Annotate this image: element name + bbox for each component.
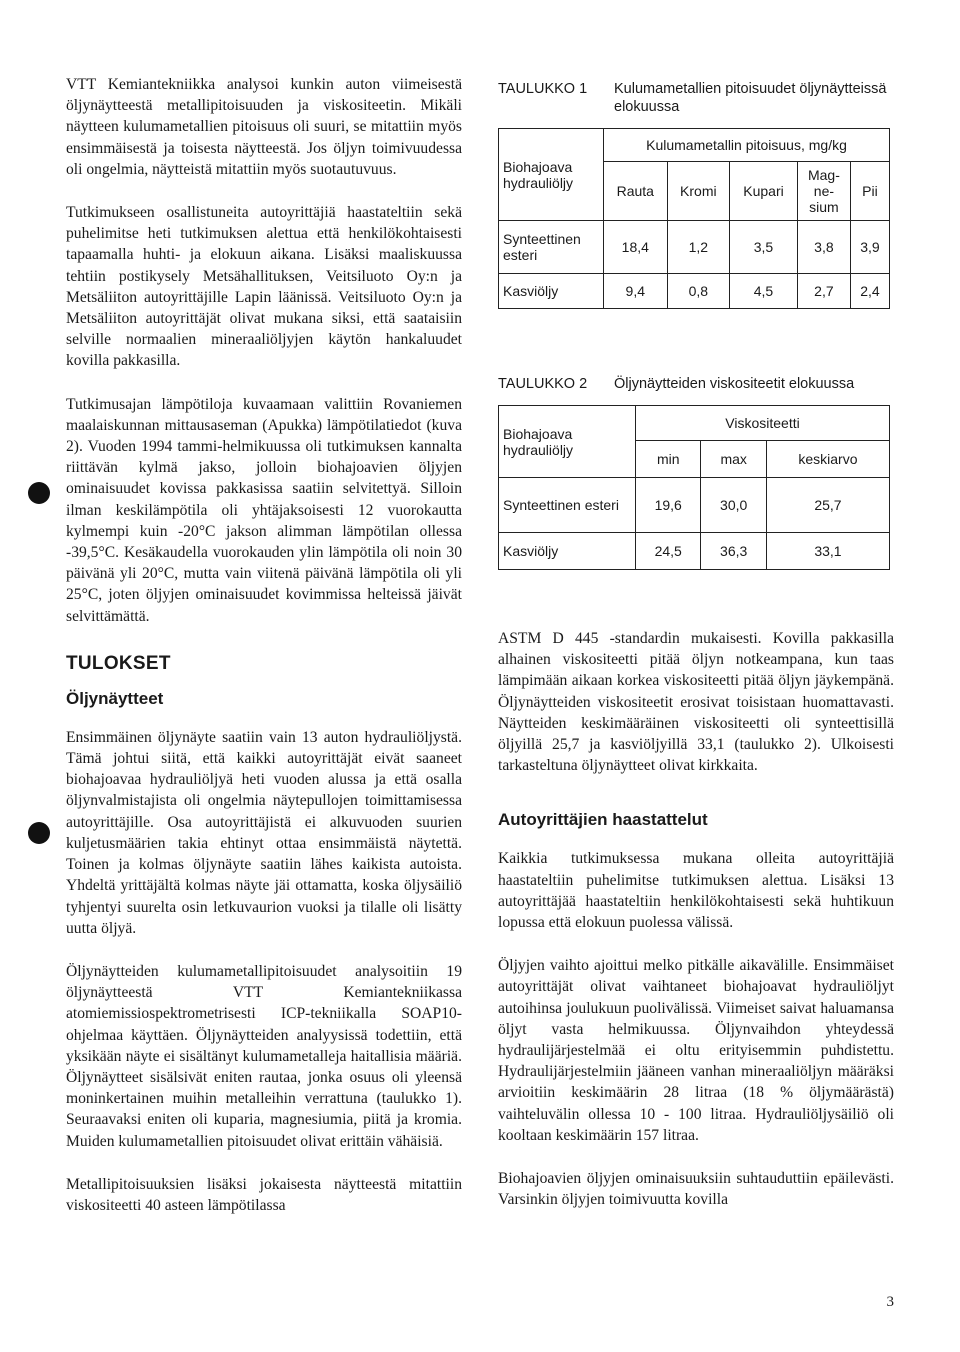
table2-cell: 25,7 [766, 478, 889, 533]
left-column [66, 74, 462, 1238]
right-column-tables [498, 80, 894, 570]
table1-number: TAULUKKO 1 [498, 81, 588, 97]
table2-row-label: Kasviöljy [499, 533, 636, 570]
table2-cell: 30,0 [701, 478, 766, 533]
paragraph-viscosity: Metallipitoisuuksien lisäksi jokaisesta näytteestä mitattiin viskositeetti 40 asteen lämpötilassa [66, 1175, 462, 1214]
table1-row-label: Kasviöljy [499, 274, 604, 309]
table2 [498, 405, 890, 570]
subsection-title-interviews: Autoyrittäjien haastattelut [498, 810, 708, 830]
table2-cell: 24,5 [636, 533, 701, 570]
paragraph-intro: VTT Kemiantekniikka analysoi kunkin auton viimeisestä öljynäytteestä metallipitoisuuden ja viskositeetin. Mikäli näytteen kulumametallien pitoisuus oli suuri, se mitattiin myös ensimmäisestä ja toisesta näytteestä. Jos öljyn toimivuudessa oli ongelmia, näytteistä mitattiin myös suotautuvuus. [66, 76, 462, 178]
table1-cell: 3,9 [850, 221, 889, 274]
table2-cell: 19,6 [636, 478, 701, 533]
table2-cell: 33,1 [766, 533, 889, 570]
paragraph-interviewed: Kaikkia tutkimuksessa mukana olleita autoyrittäjiä haastateltiin puhelimitse tutkimuksen alettua. Lisäksi 13 autoyrittäjää haastateltiin henkilökohtaisesti sekä huhtikuun lopussa että elokuun puolessa välissä. [498, 850, 894, 932]
table1-cell: 4,5 [730, 274, 798, 309]
paragraph-attitudes: Biohajoavien öljyjen ominaisuuksiin suhtauduttiin epäilevästi. Varsinkin öljyjen toimivuutta kovilla [498, 1170, 894, 1209]
binder-hole-1 [28, 482, 50, 504]
table1-row-label: Synteettinen esteri [499, 221, 604, 274]
table1-col-header: Rauta [604, 162, 668, 221]
table1 [498, 128, 890, 309]
table1-title: Kulumametallien pitoisuudet öljynäytteissä elokuussa [614, 81, 887, 115]
table1-row-header: Biohajoava hydrauliöljy [499, 129, 604, 221]
table1-cell: 18,4 [604, 221, 668, 274]
paragraph-interviews: Tutkimukseen osallistuneita autoyrittäjiä haastateltiin sekä puhelimitse heti tutkimuksen alettua että henkilökohtaisesti tapaamalla huhti- ja elokuun aikana. Lisäksi maaliskuussa tehtiin postikysely Metsähallituksen, Veitsiluoto Oy:n ja Metsäliiton autoyrittäjille Lapin läänissä. Veitsiluoto Oy:n ja Metsäliiton autoyrittäjät olivat mukana siksi, että saataisiin selville normaalien mineraaliöljyjen käytön hankaluudet kovilla pakkasilla. [66, 204, 462, 370]
table1-group-header: Kulumametallin pitoisuus, mg/kg [604, 129, 890, 162]
table1-cell: 0,8 [667, 274, 729, 309]
table-row [499, 478, 890, 533]
table-row [499, 221, 890, 274]
table1-cell: 3,5 [730, 221, 798, 274]
table2-row-label: Synteettinen esteri [499, 478, 636, 533]
table1-cell: 3,8 [797, 221, 850, 274]
table2-group-header: Viskositeetti [636, 406, 890, 441]
page-number: 3 [886, 1294, 894, 1310]
table1-block [498, 80, 894, 309]
table-row [499, 274, 890, 309]
table-row [499, 533, 890, 570]
table2-caption [498, 375, 894, 393]
subsection-title: Öljynäytteet [66, 688, 164, 708]
paragraph-oil-change: Öljyjen vaihto ajoittui melko pitkälle aikavälille. Ensimmäiset autoyrittäjät olivat vaihtaneet biohajoavat hydrauliöljyt autoihinsa joulukuun puolivälissä. Viimeiset saivat haluamansa öljyt vasta helmikuussa. Öljynvaihdon yhteydessä hydraulijärjestelmää ei oltu erityisemmin puhdistettu. Hydraulijärjestelmiin jääneen vanhan mineraaliöljyn määräksi arvioitiin keskimäärin 28 litraa (18 % öljymäärästä) vaihteluvälin ollessa 10 - 100 litraa. Hydrauliöljysäiliö oli kooltaan keskimäärin 157 litraa. [498, 957, 894, 1144]
table2-block [498, 375, 894, 570]
table1-cell: 2,7 [797, 274, 850, 309]
table2-row-header: Biohajoava hydrauliöljy [499, 406, 636, 478]
table1-cell: 2,4 [850, 274, 889, 309]
table1-col-header: Pii [850, 162, 889, 221]
table1-caption [498, 80, 894, 116]
paragraph-first-samples: Ensimmäinen öljynäyte saatiin vain 13 auton hydrauliöljystä. Tämä johtui siitä, että kaikki autoyrittäjät eivät saaneet biohajoavaa hydrauliöljyä heti vuoden alussa ja että osalla öljynvalmistajista oli ongelmia näytepullojen toimittamisessa autoyrittäjille. Osa autoyrittäjistä ei alkuvuoden suurien kuljetusmäärien takia ehtinyt ottaa ensimmäistä näytettä. Toinen ja kolmas öljynäyte saatiin lähes kaikista autoista. Yhdeltä yrittäjältä kolmas näyte jäi ottamatta, koska öljysäiliö tyhjentyi suurelta osin letkuvaurion vuoksi ja tilalle oli lisätty uutta öljyä. [66, 728, 462, 937]
table1-cell: 9,4 [604, 274, 668, 309]
paragraph-temperatures: Tutkimusajan lämpötiloja kuvaamaan valittiin Rovaniemen maalaiskunnan mittausaseman (Apukka) lämpötilatiedot (kuva 2). Vuoden 1994 tammi-helmikuussa oli tutkimuksen kannalta riittävän kylmä jakso, jolloin biohajoavien öljyjen ominaisuudet kovissa pakkasissa saatiin selvitettyä. Silloin ilman keskilämpötila oli yhtäjaksoisesti 12 vuorokautta kylmempi kuin -20°C jakson alimman lämpötilan ollessa -39,5°C. Kesäkaudella vuorokauden ylin lämpötila oli noin 30 päivänä yli 20°C, mutta vain viitenä päivänä lämpötila oli yli 25°C, joten öljyjen ominaisuudet kovimmissa helteissä jäivät selvittämättä. [66, 395, 462, 625]
section-title: TULOKSET [66, 652, 171, 674]
table2-col-header: keskiarvo [766, 441, 889, 478]
table1-cell: 1,2 [667, 221, 729, 274]
table1-col-header: Kupari [730, 162, 798, 221]
binder-hole-2 [28, 822, 50, 844]
table1-col-header: Mag-ne-sium [797, 162, 850, 221]
paragraph-astm: ASTM D 445 -standardin mukaisesti. Kovilla pakkasilla alhainen viskositeetti pitää öljyn notkeampana, kun taas lämpimään aikaan korkea viskositeetti pitää öljyn jäykempänä. Öljynäytteiden viskositeetit erosivat toisistaan huomattavasti. Näytteiden keskimääräinen viskositeetti oli synteettisillä öljyillä 25,7 ja kasviöljyillä 33,1 (taulukko 2). Ulkoisesti tarkasteltuna öljynäytteet olivat kirkkaita. [498, 630, 894, 775]
table2-number: TAULUKKO 2 [498, 376, 588, 392]
paragraph-metal-analysis: Öljynäytteiden kulumametallipitoisuudet analysoitiin 19 öljynäytteestä VTT Kemiantekniikassa atomiemissiospektrometrisesti ICP-tekniikalla SOAP10-ohjelmaa käyttäen. Öljynäytteiden analyysissä todettiin, että yksikään näyte ei sisältänyt kulumametalleja haitallisia määriä. Öljynäytteet sisälsivät eniten rautaa, jonka osuus oli yleensä moninkertainen muihin metalleihin verrattuna (taulukko 1). Seuraavaksi eniten oli kuparia, magnesiumia, piitä ja kromia. Muiden kulumametallien pitoisuudet olivat erittäin vähäisiä. [66, 962, 462, 1150]
table1-col-header: Kromi [667, 162, 729, 221]
table2-col-header: min [636, 441, 701, 478]
table2-col-header: max [701, 441, 766, 478]
right-column-text [498, 628, 894, 1232]
table2-cell: 36,3 [701, 533, 766, 570]
table2-title: Öljynäytteiden viskositeetit elokuussa [614, 376, 855, 392]
